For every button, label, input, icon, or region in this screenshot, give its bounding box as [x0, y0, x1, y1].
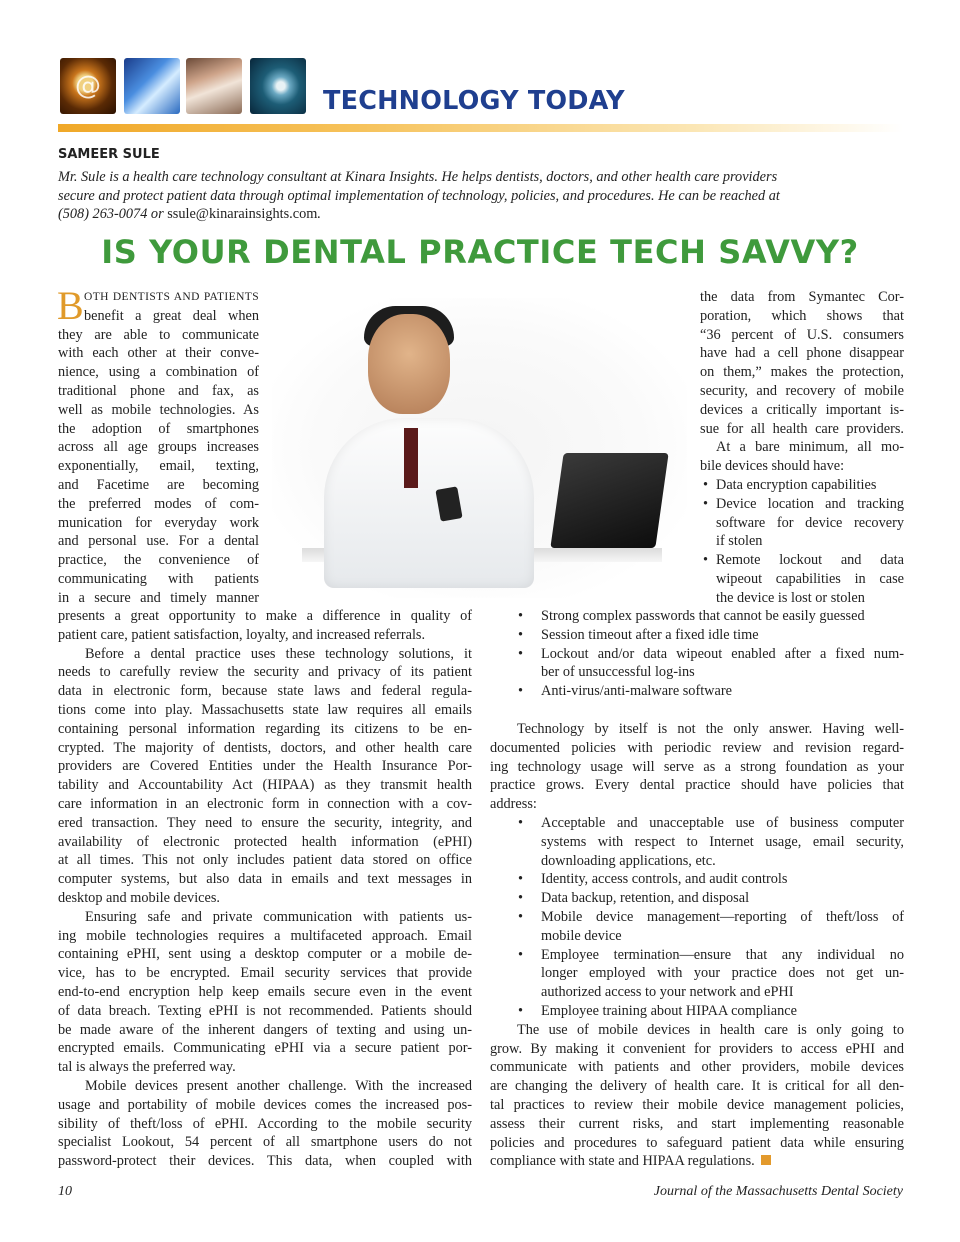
text-line: if stolen	[716, 533, 763, 550]
author-name: SAMEER SULE	[58, 147, 160, 162]
text-line: practice, the convenience of	[58, 552, 259, 569]
text-line: across all age groups increases	[58, 439, 259, 456]
text-line: have had a cell phone disappear	[700, 345, 904, 362]
text-line: containing ePHI, sent using a desktop computer or a mobile de-	[58, 946, 472, 963]
text-line: care information in an electronic form in connection with a cov-	[58, 796, 472, 812]
text-line-content: compliance with state and HIPAA regulations.	[490, 1153, 755, 1170]
text-line	[490, 1152, 904, 1171]
bullet-point: •	[518, 890, 524, 907]
bullet-point: •	[518, 815, 524, 831]
page-number: 10	[58, 1184, 72, 1199]
text-line: bile devices should have:	[700, 458, 845, 475]
text-line: presents a great opportunity to make a difference in quality of	[58, 608, 472, 624]
text-line: sue for all health care providers.	[700, 420, 904, 437]
bio-line: Mr. Sule is a health care technology consultant at Kinara Insights. He helps dentists, doctors, and other health care providers	[58, 169, 778, 185]
email-at-icon: @	[60, 58, 116, 114]
bullet-point: •	[518, 645, 524, 662]
keyboard-hand-icon	[186, 58, 242, 114]
text-line: practice grows. Every dental practice should have policies that	[490, 777, 904, 794]
text-line: are changing the delivery of health care. It is critical for all den-	[490, 1078, 904, 1095]
text-line: ing technology usage will serve as a strong foundation as your	[490, 758, 904, 775]
text-line: desktop and mobile devices.	[58, 890, 220, 906]
text-line: of data breach. Texting ePHI is not recommended. Patients should	[58, 1002, 472, 1019]
text-line: patient care, patient satisfaction, loyalty, and increased referrals.	[58, 626, 426, 643]
text-line: well as mobile technologies. As	[58, 401, 259, 418]
text-line: usage and portability of mobile devices comes the increased pos-	[58, 1096, 472, 1113]
header-rule	[58, 124, 903, 132]
text-line: poration, which shows that	[700, 307, 904, 324]
text-line: Technology by itself is not the only answer. Having well-	[517, 721, 904, 737]
text-line: computer systems, but also data in emails and text messages in	[58, 871, 472, 888]
text-line: password-protect their devices. This data, when coupled with	[58, 1153, 472, 1170]
text-line: and Facetime are becoming	[58, 477, 259, 493]
text-line: be made aware of the inherent dangers of texting and using un-	[58, 1021, 472, 1038]
text-line: OTH DENTISTS AND PATIENTS	[84, 291, 259, 303]
text-line: munication for everyday work	[58, 514, 259, 531]
section-title: TECHNOLOGY TODAY	[323, 86, 625, 116]
text-line: Data backup, retention, and disposal	[541, 890, 750, 907]
text-line: Data encryption capabilities	[716, 477, 877, 493]
text-line: specialist Lookout, 54 percent of all smartphone users do not	[58, 1134, 472, 1151]
cd-disc-icon	[250, 58, 306, 114]
text-line: At a bare minimum, all mo-	[716, 439, 904, 456]
bullet-point: •	[518, 909, 524, 925]
text-line: the adoption of smartphones	[58, 420, 259, 437]
text-line: end-to-end encryption help keep emails secure even in the event	[58, 984, 472, 1000]
text-line: they are able to communicate	[58, 326, 259, 343]
text-line: tions come into play. Massachusetts state law requires all emails	[58, 702, 472, 718]
text-line: in a secure and timely manner	[58, 589, 259, 606]
text-line: ber of unsuccessful log-ins	[541, 664, 695, 681]
text-line: address:	[490, 796, 537, 813]
bullet-point: •	[518, 683, 524, 700]
text-line: Remote lockout and data	[716, 552, 904, 569]
text-line: systems with respect to Internet usage, email security,	[541, 833, 904, 850]
text-line: grow. By making it convenient for providers to access ePHI and	[490, 1040, 904, 1057]
journal-name: Journal of the Massachusetts Dental Society	[653, 1184, 903, 1199]
text-line: tal practices to review their mobile device management policies,	[490, 1097, 904, 1113]
text-line: assess their current risks, and start implementing reasonable	[490, 1115, 904, 1132]
text-line: vice, has to be encrypted. Email security services that provide	[58, 965, 472, 982]
pda-device-icon	[124, 58, 180, 114]
bullet-point: •	[703, 495, 709, 512]
text-line: the preferred modes of com-	[58, 495, 259, 512]
drop-cap: B	[57, 283, 84, 328]
bio-line: secure and protect patient data through optimal implementation of technology, policies, and procedures. He can be reached at	[58, 187, 780, 204]
bullet-point: •	[703, 477, 709, 493]
text-line: Mobile device management—reporting of theft/loss of	[541, 909, 904, 925]
text-line: providers are Covered Entities under the Health Insurance Por-	[58, 758, 472, 775]
text-line: Identity, access controls, and audit controls	[541, 871, 788, 888]
text-line: Ensuring safe and private communication with patients us-	[85, 908, 472, 925]
article-headline: IS YOUR DENTAL PRACTICE TECH SAVVY?	[101, 233, 859, 271]
text-line: data in electronic form, because state laws and federal regula-	[58, 683, 472, 700]
text-line: authorized access to your network and ePHI	[541, 984, 794, 1001]
doctor-with-phone-photo	[272, 298, 687, 598]
text-line: and personal use. For a dental	[58, 533, 259, 550]
text-line: policies and procedures to safeguard patient data while ensuring	[490, 1134, 904, 1151]
text-line: Employee training about HIPAA compliance	[541, 1003, 797, 1019]
text-line: Employee termination—ensure that any individual no	[541, 946, 904, 963]
text-line: Strong complex passwords that cannot be easily guessed	[541, 608, 865, 624]
text-line: Session timeout after a fixed idle time	[541, 626, 759, 643]
text-line: downloading applications, etc.	[541, 852, 716, 869]
bullet-point: •	[518, 608, 524, 624]
bio-period: .	[317, 206, 321, 222]
text-line: mobile device	[541, 927, 622, 944]
text-line: devices a critically important is-	[700, 401, 904, 418]
text-line: with each other at their conve-	[58, 345, 259, 362]
bullet-point: •	[518, 871, 524, 888]
text-line: tal is always the preferred way.	[58, 1059, 236, 1076]
author-email-link[interactable]: ssule@kinarainsights.com	[167, 206, 318, 222]
text-line: Mobile devices present another challenge. With the increased	[85, 1078, 472, 1094]
text-line: nience, using a combination of	[58, 364, 259, 381]
text-line: longer employed with your practice does not get un-	[541, 965, 904, 982]
bullet-point: •	[703, 552, 709, 569]
text-line: at all times. This not only includes patient data stored on office	[58, 852, 472, 869]
text-line: the data from Symantec Cor-	[700, 289, 904, 305]
text-line: wipeout capabilities in case	[716, 571, 904, 587]
text-line: documented policies with periodic review and revision regard-	[490, 739, 904, 756]
bullet-point: •	[518, 1003, 524, 1019]
text-line: exponentially, email, texting,	[58, 458, 259, 475]
text-line: Before a dental practice uses these technology solutions, it	[85, 645, 472, 662]
text-line: tability and Accountability Act (HIPAA) as they transmit health	[58, 777, 472, 794]
text-line: “36 percent of U.S. consumers	[700, 326, 904, 343]
text-line: Lockout and/or data wipeout enabled after a fixed num-	[541, 645, 904, 662]
text-line: the device is lost or stolen	[716, 589, 865, 606]
text-line: Acceptable and unacceptable use of business computer	[541, 815, 904, 831]
text-line: security, and recovery of mobile	[700, 383, 904, 399]
text-line: sibility of theft/loss of ePHI. According to the mobile security	[58, 1115, 472, 1132]
text-line: software for device recovery	[716, 514, 904, 531]
text-line: benefit a great deal when	[84, 307, 259, 324]
text-line: availability of electronic protected health information (ePHI)	[58, 833, 472, 850]
text-line: traditional phone and fax, as	[58, 383, 259, 399]
text-line: The use of mobile devices in health care is only going to	[517, 1021, 904, 1038]
bullet-point: •	[518, 946, 524, 963]
text-line: needs to carefully review the security and privacy of its patient	[58, 664, 472, 681]
text-line: communicating with patients	[58, 571, 259, 587]
bullet-point: •	[518, 626, 524, 643]
text-line: Anti-virus/anti-malware software	[541, 683, 732, 700]
text-line: ing mobile technologies requires a multifaceted approach. Email	[58, 927, 472, 944]
text-line: ered transaction. They need to ensure the security, integrity, and	[58, 814, 472, 831]
text-line: Device location and tracking	[716, 495, 904, 512]
author-bio	[58, 168, 908, 224]
text-line: communicate with patients and other providers, mobile devices	[490, 1059, 904, 1076]
text-line: on them,” makes the protection,	[700, 364, 904, 381]
bio-line: (508) 263-0074 or	[58, 206, 168, 222]
text-line: crypted. The majority of dentists, doctors, and other health care	[58, 739, 472, 756]
end-mark-icon	[761, 1155, 771, 1165]
text-line: containing personal information regarding its citizens to be en-	[58, 720, 472, 737]
text-line: encrypted emails. Communicating ePHI via a secure patient por-	[58, 1040, 472, 1057]
